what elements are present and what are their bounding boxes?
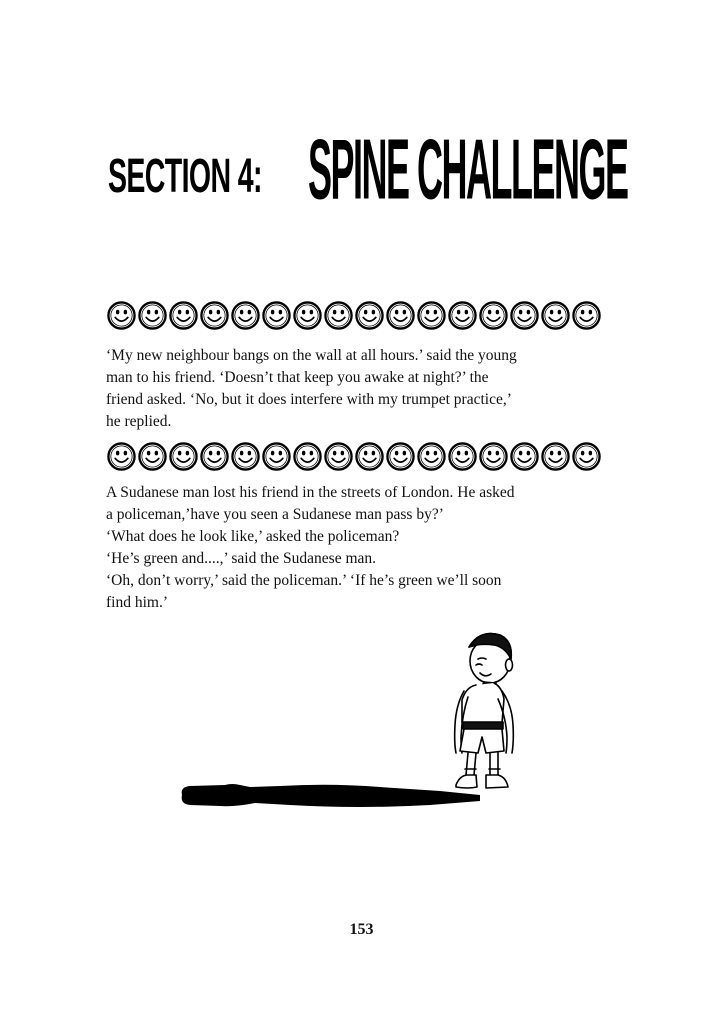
smiley-face-icon: [261, 300, 292, 331]
joke-line: A Sudanese man lost his friend in the streets of London. He asked: [106, 484, 515, 501]
page-number: 153: [349, 921, 374, 938]
smiley-face-icon: [292, 300, 323, 331]
joke-line: a policeman,’have you seen a Sudanese man pass by?’: [106, 506, 444, 523]
smiley-face-icon: [509, 441, 540, 472]
smiley-divider-top: [106, 300, 602, 334]
smiley-face-icon: [416, 441, 447, 472]
smiley-divider-middle: [106, 441, 602, 475]
smiley-face-icon: [106, 300, 137, 331]
section-name: SPINE CHALLENGE: [308, 122, 628, 218]
smiley-face-icon: [571, 300, 602, 331]
smiley-face-icon: [509, 300, 540, 331]
smiley-face-icon: [447, 300, 478, 331]
smiley-face-icon: [354, 441, 385, 472]
smiley-face-icon: [137, 441, 168, 472]
section-number: SECTION 4:: [108, 147, 262, 203]
smiley-face-icon: [571, 441, 602, 472]
joke-line: man to his friend. ‘Doesn’t that keep you awake at night?’ the: [106, 369, 489, 386]
smiley-face-icon: [354, 300, 385, 331]
smiley-face-icon: [168, 300, 199, 331]
smiley-face-icon: [540, 441, 571, 472]
joke-sudanese-man: [106, 482, 596, 614]
joke-line: find him.’: [106, 594, 168, 611]
joke-line: ‘What does he look like,’ asked the policeman?: [106, 528, 400, 545]
boy-with-long-shadow-illustration: [180, 625, 530, 815]
smiley-face-icon: [540, 300, 571, 331]
smiley-face-icon: [230, 300, 261, 331]
smiley-face-icon: [323, 441, 354, 472]
smiley-face-icon: [416, 300, 447, 331]
joke-line: ‘My new neighbour bangs on the wall at all hours.’ said the young: [106, 347, 517, 364]
joke-neighbour: [106, 345, 596, 433]
smiley-face-icon: [168, 441, 199, 472]
smiley-face-icon: [106, 441, 137, 472]
joke-line: he replied.: [106, 413, 172, 430]
joke-line: ‘Oh, don’t worry,’ said the policeman.’ ‘If he’s green we’ll soon: [106, 572, 502, 589]
smiley-face-icon: [323, 300, 354, 331]
joke-line: friend asked. ‘No, but it does interfere with my trumpet practice,’: [106, 391, 512, 408]
smiley-face-icon: [261, 441, 292, 472]
smiley-face-icon: [478, 300, 509, 331]
smiley-face-icon: [230, 441, 261, 472]
smiley-face-icon: [137, 300, 168, 331]
smiley-face-icon: [199, 300, 230, 331]
smiley-face-icon: [478, 441, 509, 472]
smiley-face-icon: [447, 441, 478, 472]
joke-line: ‘He’s green and....,’ said the Sudanese man.: [106, 550, 377, 567]
smiley-face-icon: [385, 300, 416, 331]
smiley-face-icon: [385, 441, 416, 472]
section-title: [108, 120, 628, 230]
smiley-face-icon: [292, 441, 323, 472]
shadow-shape: [182, 784, 480, 807]
smiley-face-icon: [199, 441, 230, 472]
boy-figure: [455, 634, 514, 789]
